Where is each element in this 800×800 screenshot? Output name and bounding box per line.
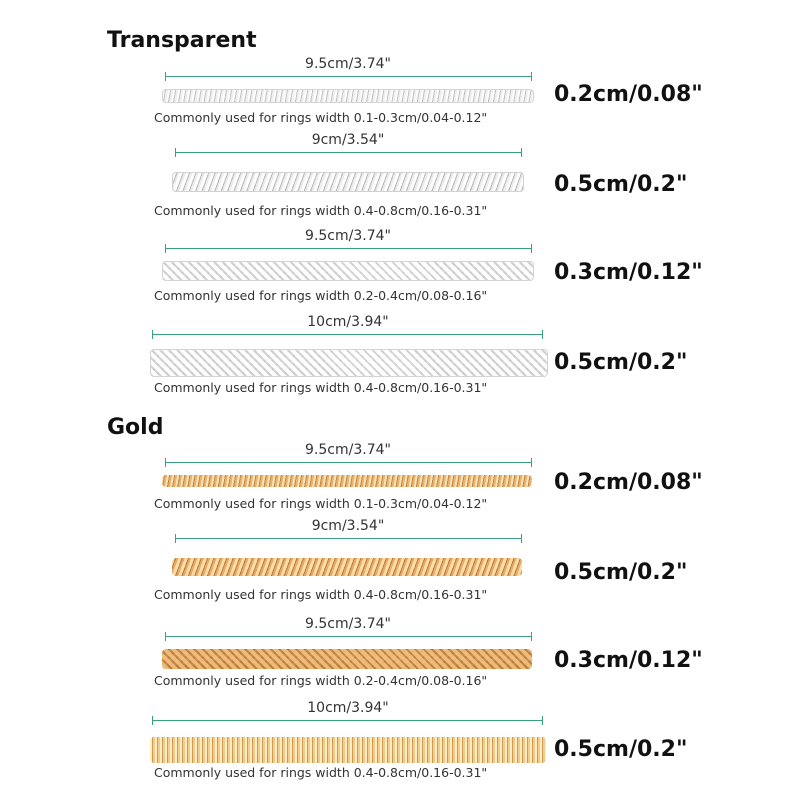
length-label: 10cm/3.94"	[307, 314, 389, 330]
length-measure-line	[175, 152, 522, 153]
length-label: 9.5cm/3.74"	[305, 56, 391, 72]
ring-adjuster-strip	[172, 558, 522, 576]
usage-text: Commonly used for rings width 0.4-0.8cm/0.16-0.31"	[154, 765, 488, 780]
width-label: 0.5cm/0.2"	[554, 560, 688, 585]
product-item-transparent-2	[0, 134, 800, 231]
usage-text: Commonly used for rings width 0.1-0.3cm/0.04-0.12"	[154, 110, 488, 125]
section-title-transparent: Transparent	[107, 28, 257, 53]
usage-text: Commonly used for rings width 0.4-0.8cm/0.16-0.31"	[154, 203, 488, 218]
width-label: 0.5cm/0.2"	[554, 350, 688, 375]
product-item-transparent-4	[0, 316, 800, 413]
length-label: 9cm/3.54"	[311, 518, 385, 534]
ring-adjuster-strip	[162, 649, 532, 669]
width-label: 0.3cm/0.12"	[554, 648, 703, 673]
length-measure-line	[175, 538, 522, 539]
usage-text: Commonly used for rings width 0.2-0.4cm/0.08-0.16"	[154, 673, 488, 688]
usage-text: Commonly used for rings width 0.1-0.3cm/0.04-0.12"	[154, 496, 488, 511]
ring-adjuster-strip	[162, 475, 532, 487]
width-label: 0.5cm/0.2"	[554, 172, 688, 197]
width-label: 0.5cm/0.2"	[554, 737, 688, 762]
width-label: 0.2cm/0.08"	[554, 470, 703, 495]
length-measure-line	[165, 76, 532, 77]
ring-adjuster-strip	[172, 172, 524, 192]
length-measure-line	[165, 248, 532, 249]
usage-text: Commonly used for rings width 0.2-0.4cm/0.08-0.16"	[154, 288, 488, 303]
ring-adjuster-strip	[162, 89, 534, 103]
length-measure-line	[165, 636, 532, 637]
usage-text: Commonly used for rings width 0.4-0.8cm/0.16-0.31"	[154, 380, 488, 395]
ring-adjuster-strip	[162, 261, 534, 281]
length-label: 9.5cm/3.74"	[305, 442, 391, 458]
width-label: 0.2cm/0.08"	[554, 82, 703, 107]
section-title-gold: Gold	[107, 415, 164, 440]
product-item-gold-4	[0, 702, 800, 799]
product-item-transparent-3	[0, 230, 800, 327]
ring-adjuster-strip	[150, 737, 546, 763]
length-measure-line	[165, 462, 532, 463]
length-label: 9.5cm/3.74"	[305, 228, 391, 244]
length-label: 9.5cm/3.74"	[305, 616, 391, 632]
width-label: 0.3cm/0.12"	[554, 260, 703, 285]
usage-text: Commonly used for rings width 0.4-0.8cm/0.16-0.31"	[154, 587, 488, 602]
length-label: 10cm/3.94"	[307, 700, 389, 716]
length-label: 9cm/3.54"	[311, 132, 385, 148]
length-measure-line	[152, 720, 543, 721]
product-item-gold-2	[0, 520, 800, 617]
ring-adjuster-strip	[150, 349, 548, 377]
length-measure-line	[152, 334, 543, 335]
